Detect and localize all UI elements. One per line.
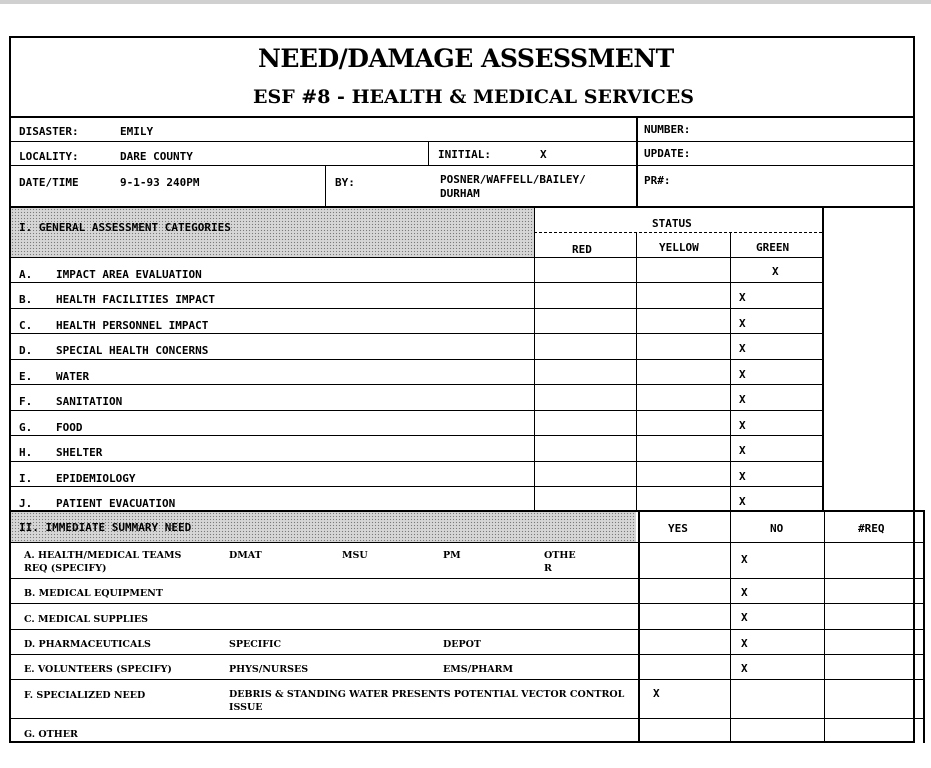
section1-heading: I. GENERAL ASSESSMENT CATEGORIES	[19, 221, 231, 234]
need-column-no: NO	[770, 522, 784, 535]
category-label: SHELTER	[56, 446, 103, 459]
category-label: SANITATION	[56, 395, 123, 408]
by-value-line2: DURHAM	[440, 187, 480, 200]
teams-option-other: OTHE	[544, 550, 576, 561]
assessment-form	[9, 36, 915, 743]
category-letter: I.	[19, 472, 33, 485]
teams-option-dmat: DMAT	[229, 550, 262, 561]
category-green-mark: X	[739, 291, 746, 304]
volunteers-no-mark: X	[741, 662, 748, 675]
specialized-yes-mark: X	[653, 687, 660, 700]
number-label: NUMBER:	[644, 123, 691, 136]
teams-option-other-line2: R	[544, 563, 552, 574]
category-label: EPIDEMIOLOGY	[56, 472, 136, 485]
pharma-option-specific: SPECIFIC	[229, 639, 281, 650]
disaster-label: DISASTER:	[19, 125, 79, 138]
category-green-mark: X	[739, 393, 746, 406]
category-label: WATER	[56, 370, 90, 383]
pr-label: PR#:	[644, 174, 671, 187]
by-label: BY:	[335, 176, 355, 189]
need-column-yes: YES	[668, 522, 688, 535]
category-label: FOOD	[56, 421, 83, 434]
volunteers-option-phys: PHYS/NURSES	[229, 664, 309, 675]
need-column-req: #REQ	[858, 522, 885, 535]
scan-edge	[0, 0, 931, 4]
supplies-label: C. MEDICAL SUPPLIES	[24, 614, 149, 625]
category-green-mark: X	[772, 265, 779, 278]
disaster-value: EMILY	[120, 125, 154, 138]
category-green-mark: X	[739, 444, 746, 457]
status-column-red: RED	[572, 243, 592, 256]
teams-label: A. HEALTH/MEDICAL TEAMS	[24, 550, 182, 561]
equipment-no-mark: X	[741, 586, 748, 599]
other-label: G. OTHER	[24, 729, 78, 740]
category-green-mark: X	[739, 317, 746, 330]
status-column-yellow: YELLOW	[659, 241, 699, 254]
status-column-green: GREEN	[756, 241, 790, 254]
initial-value: X	[540, 148, 547, 161]
specialized-label: F. SPECIALIZED NEED	[24, 690, 146, 701]
specialized-description-line2: ISSUE	[229, 702, 263, 713]
teams-label-line2: REQ (SPECIFY)	[24, 563, 107, 574]
specialized-description: DEBRIS & STANDING WATER PRESENTS POTENTIAL VECTOR CONTROL	[229, 689, 625, 700]
category-letter: H.	[19, 446, 33, 459]
category-letter: F.	[19, 395, 33, 408]
pharma-option-depot: DEPOT	[443, 639, 481, 650]
category-letter: C.	[19, 319, 33, 332]
category-label: IMPACT AREA EVALUATION	[56, 268, 202, 281]
status-label: STATUS	[652, 217, 692, 230]
category-letter: D.	[19, 344, 33, 357]
equipment-label: B. MEDICAL EQUIPMENT	[24, 588, 163, 599]
volunteers-option-ems: EMS/PHARM	[443, 664, 513, 675]
teams-option-msu: MSU	[342, 550, 368, 561]
category-label: HEALTH PERSONNEL IMPACT	[56, 319, 209, 332]
category-green-mark: X	[739, 470, 746, 483]
category-letter: E.	[19, 370, 33, 383]
category-label: SPECIAL HEALTH CONCERNS	[56, 344, 209, 357]
datetime-value: 9-1-93 240PM	[120, 176, 200, 189]
volunteers-label: E. VOLUNTEERS (SPECIFY)	[24, 664, 172, 675]
update-label: UPDATE:	[644, 147, 691, 160]
category-letter: J.	[19, 497, 33, 510]
category-green-mark: X	[739, 419, 746, 432]
pharma-no-mark: X	[741, 637, 748, 650]
by-value-line1: POSNER/WAFFELL/BAILEY/	[440, 173, 586, 186]
form-title: NEED/DAMAGE ASSESSMENT	[258, 44, 674, 73]
initial-label: INITIAL:	[438, 148, 491, 161]
category-green-mark: X	[739, 368, 746, 381]
category-letter: G.	[19, 421, 33, 434]
locality-value: DARE COUNTY	[120, 150, 193, 163]
supplies-no-mark: X	[741, 611, 748, 624]
teams-no-mark: X	[741, 553, 748, 566]
category-label: HEALTH FACILITIES IMPACT	[56, 293, 215, 306]
category-label: PATIENT EVACUATION	[56, 497, 176, 510]
teams-option-pm: PM	[443, 550, 461, 561]
datetime-label: DATE/TIME	[19, 176, 79, 189]
locality-label: LOCALITY:	[19, 150, 79, 163]
section2-heading: II. IMMEDIATE SUMMARY NEED	[19, 521, 192, 534]
category-green-mark: X	[739, 342, 746, 355]
category-letter: A.	[19, 268, 33, 281]
category-letter: B.	[19, 293, 33, 306]
pharma-label: D. PHARMACEUTICALS	[24, 639, 151, 650]
category-green-mark: X	[739, 495, 746, 508]
form-subtitle: ESF #8 - HEALTH & MEDICAL SERVICES	[253, 86, 695, 108]
